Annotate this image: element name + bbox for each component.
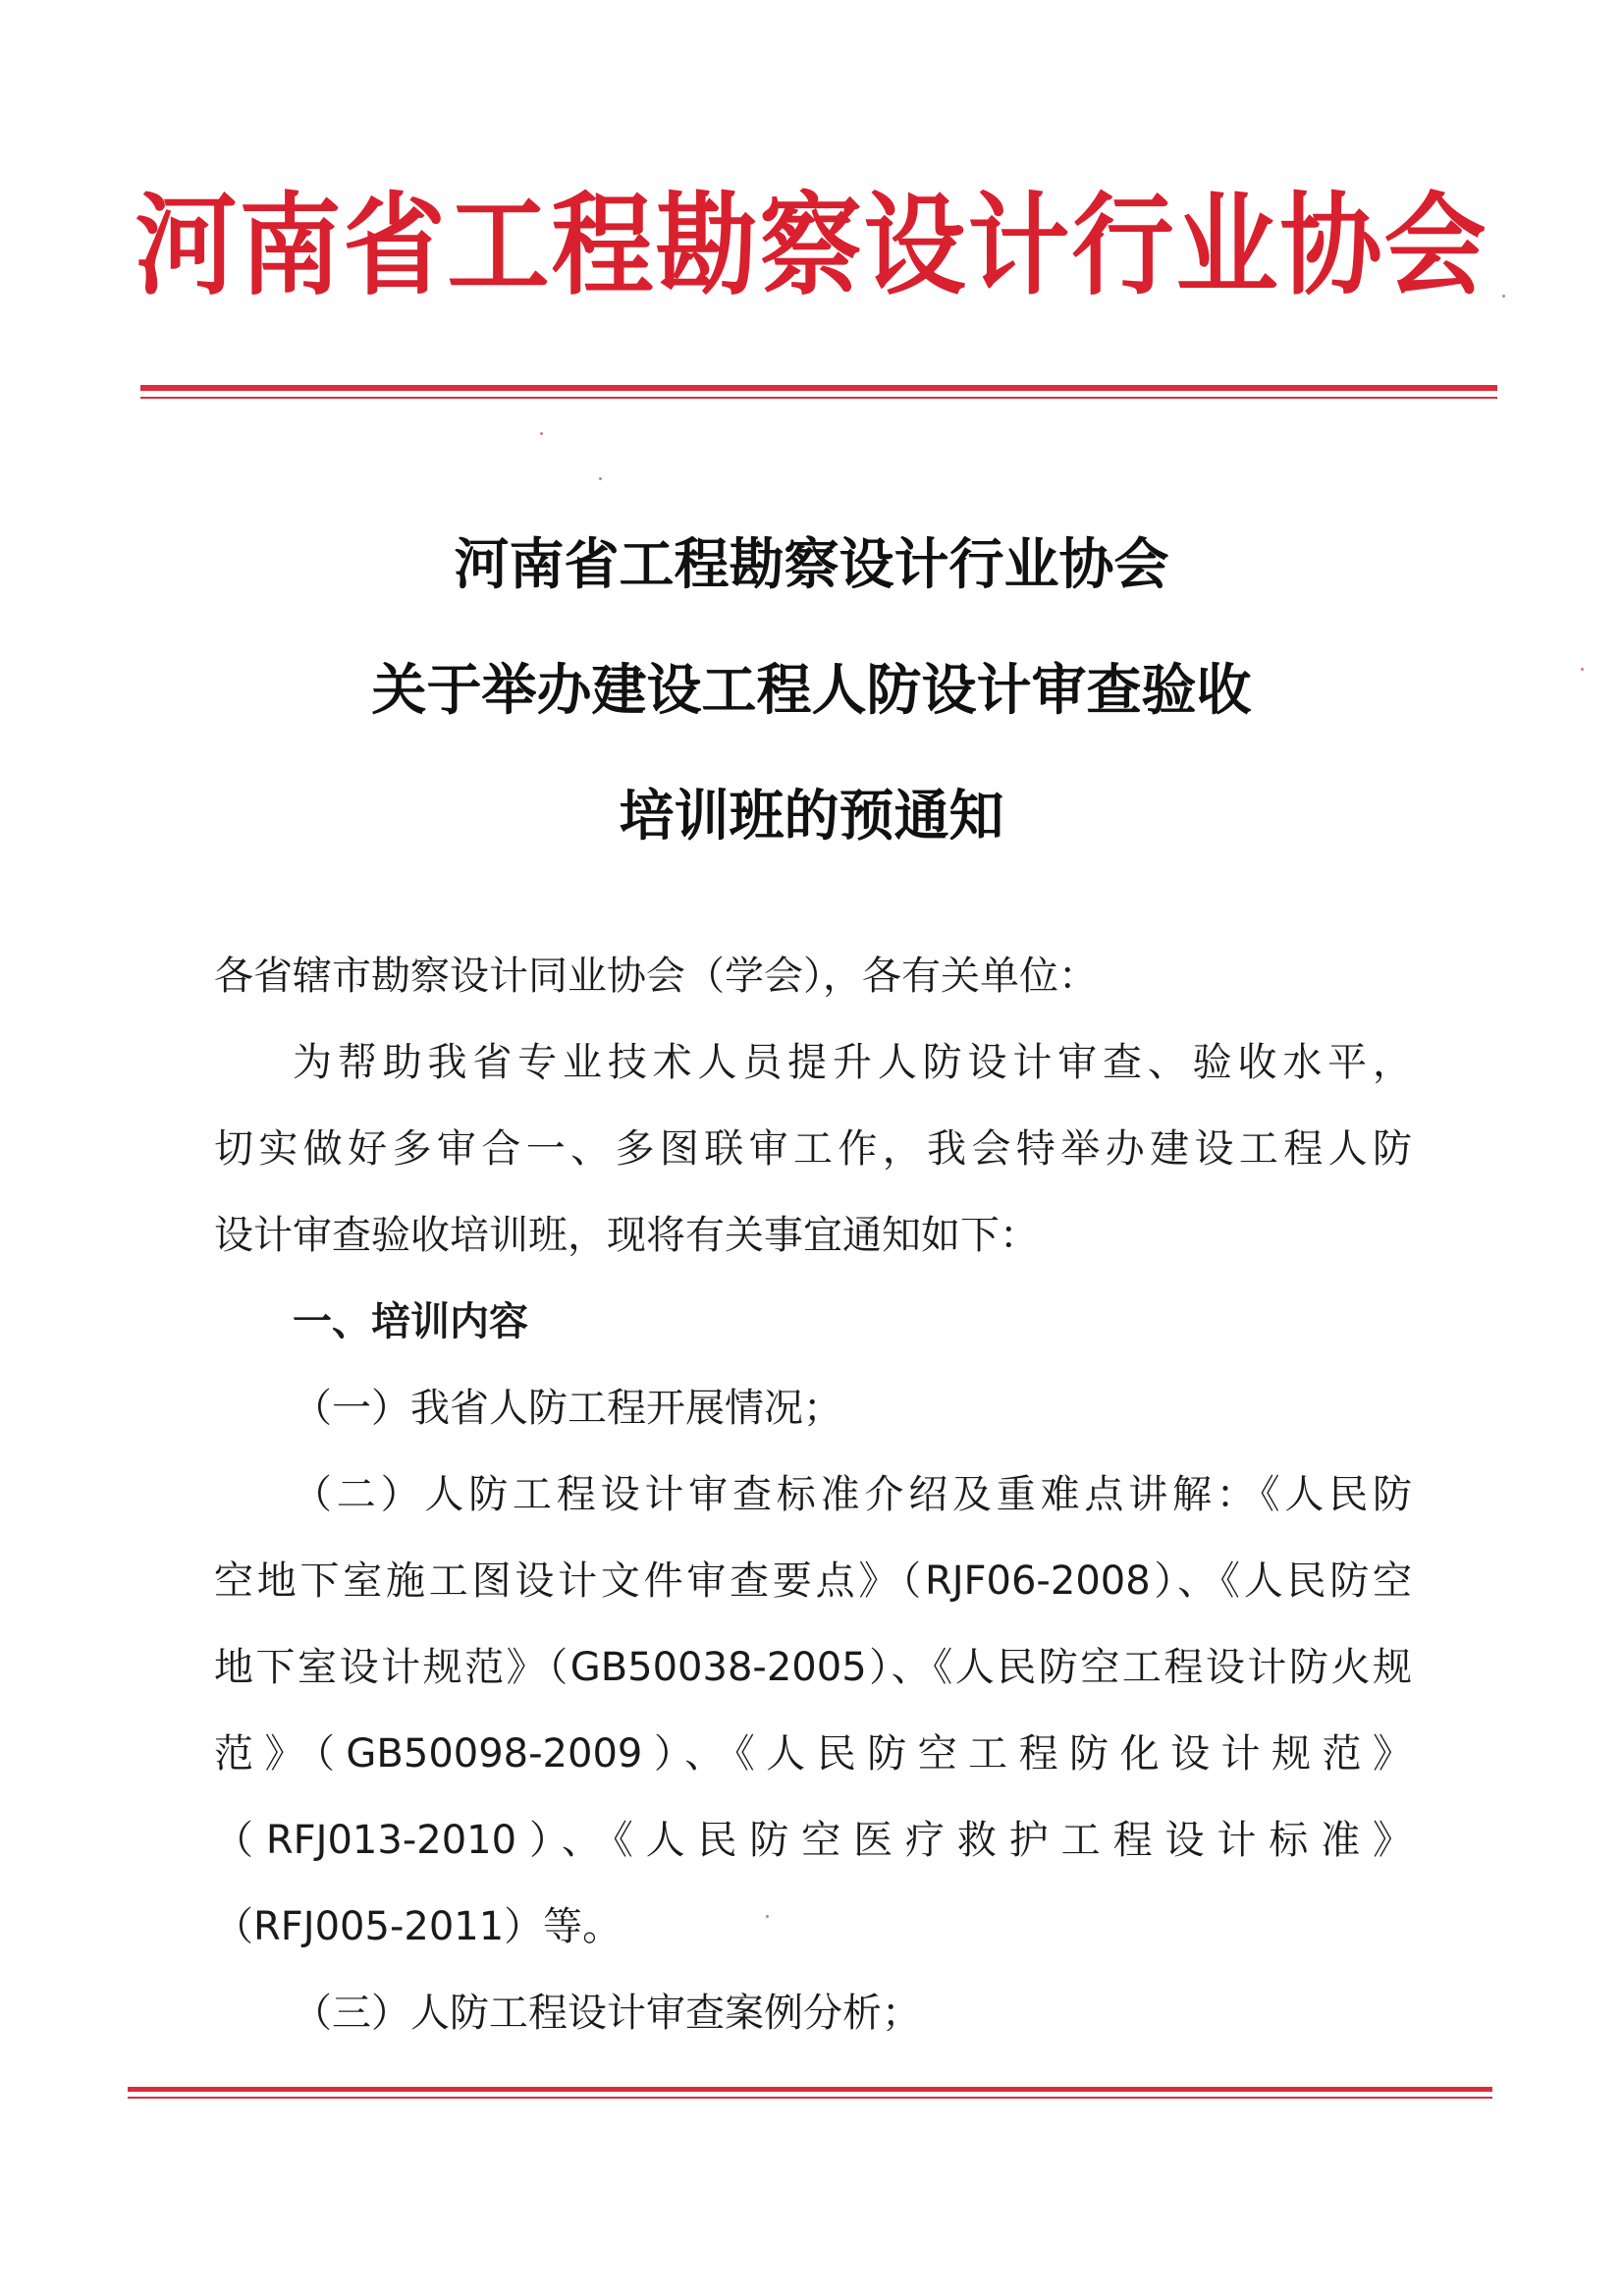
document-title-line-1: 河南省工程勘察设计行业协会: [454, 532, 1169, 597]
content-item-2-line-5: （RFJ013-2010）、《人民防空医疗救护工程设计标准》: [214, 1818, 1412, 1863]
letterhead-rule-thin: [140, 397, 1497, 399]
letterhead-org-name: 河南省工程勘察设计行业协会: [135, 180, 1488, 311]
letterhead-rule-thick: [140, 385, 1497, 391]
document-title-line-2: 关于举办建设工程人防设计审查验收: [371, 658, 1252, 723]
content-item-2-line-2: 空地下室施工图设计文件审查要点》（RJF06-2008）、《人民防空: [214, 1558, 1412, 1604]
intro-line-2: 切实做好多审合一、多图联审工作，我会特举办建设工程人防: [214, 1126, 1412, 1172]
content-item-2-line-1: （二）人防工程设计审查标准介绍及重难点讲解：《人民防: [293, 1472, 1412, 1517]
document-body: [214, 933, 1412, 2062]
intro-line-3: 设计审查验收培训班，现将有关事宜通知如下：: [214, 1213, 1039, 1258]
document-title-line-3: 培训班的预通知: [619, 784, 1004, 848]
content-item-2-line-6: （RFJ005-2011）等。: [214, 1904, 622, 1949]
page-bottom-rule-thin: [128, 2097, 1492, 2099]
scan-speck: [599, 477, 602, 480]
scan-speck: [766, 1915, 769, 1918]
scan-speck: [1581, 668, 1584, 671]
page-bottom-rule-thick: [128, 2087, 1492, 2092]
scan-speck: [540, 432, 543, 435]
scan-speck: [1502, 295, 1505, 298]
intro-line-1: 为帮助我省专业技术人员提升人防设计审查、验收水平，: [293, 1040, 1412, 1085]
content-item-2-line-4: 范》（GB50098-2009）、《人民防空工程防化设计规范》: [214, 1731, 1412, 1777]
content-item-2-line-3: 地下室设计规范》（GB50038-2005）、《人民防空工程设计防火规: [214, 1645, 1412, 1690]
content-item-1: （一）我省人防工程开展情况；: [293, 1386, 842, 1431]
section-heading-training-content: 一、培训内容: [293, 1299, 528, 1344]
content-item-3: （三）人防工程设计审查案例分析；: [293, 1991, 921, 2036]
salutation: 各省辖市勘察设计同业协会（学会），各有关单位：: [214, 954, 1098, 999]
